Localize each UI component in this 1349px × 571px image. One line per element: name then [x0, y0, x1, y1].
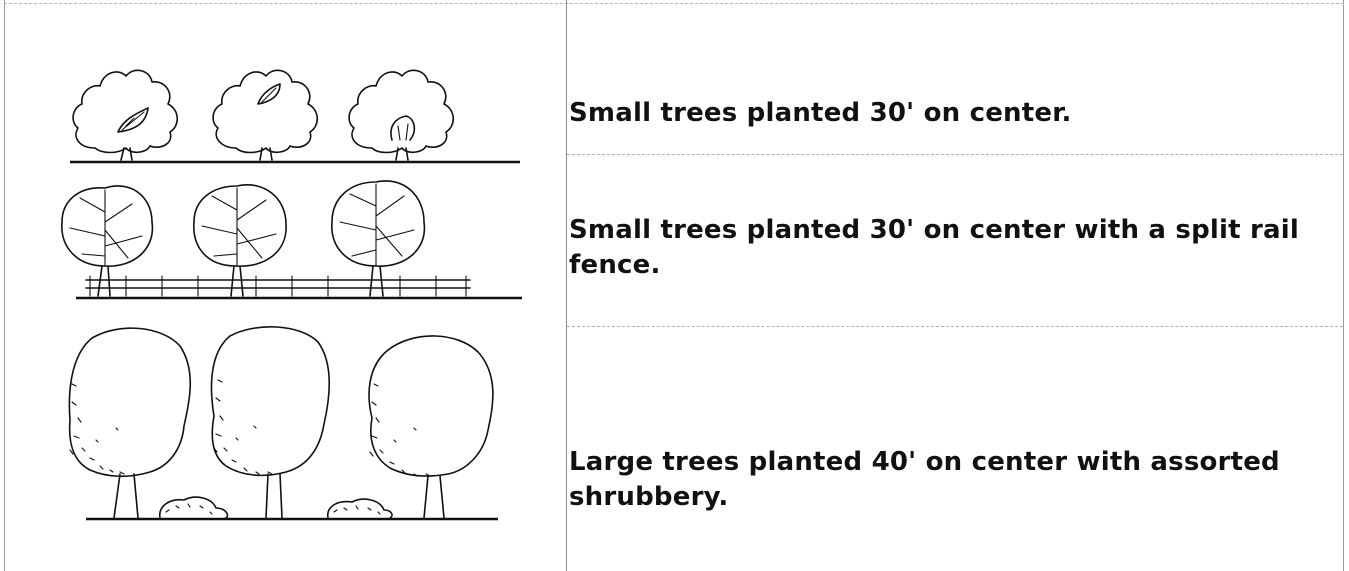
- small-tree-fence-row-icon: [62, 181, 522, 298]
- row-1-caption: Small trees planted 30' on center.: [569, 98, 1072, 128]
- column-divider: [566, 0, 567, 571]
- large-tree-icon: [69, 328, 190, 518]
- large-tree-icon: [369, 336, 493, 518]
- small-tree-icon: [73, 70, 177, 160]
- row-2-caption: Small trees planted 30' on center with a split rail fence.: [569, 215, 1299, 280]
- split-rail-fence-icon: [86, 276, 470, 296]
- row-3-caption: Large trees planted 40' on center with assorted shrubbery.: [569, 447, 1280, 512]
- planting-illustrations: [0, 0, 566, 571]
- large-tree-shrub-row-icon: [69, 327, 498, 519]
- shrub-icon: [328, 499, 392, 518]
- row-divider: [567, 154, 1343, 155]
- large-tree-icon: [211, 327, 329, 518]
- small-tree-icon: [213, 70, 317, 160]
- row-divider: [567, 326, 1343, 327]
- shrub-icon: [160, 497, 228, 518]
- small-tree-icon: [349, 70, 453, 160]
- round-tree-icon: [332, 181, 425, 296]
- small-tree-row-icon: [70, 70, 520, 162]
